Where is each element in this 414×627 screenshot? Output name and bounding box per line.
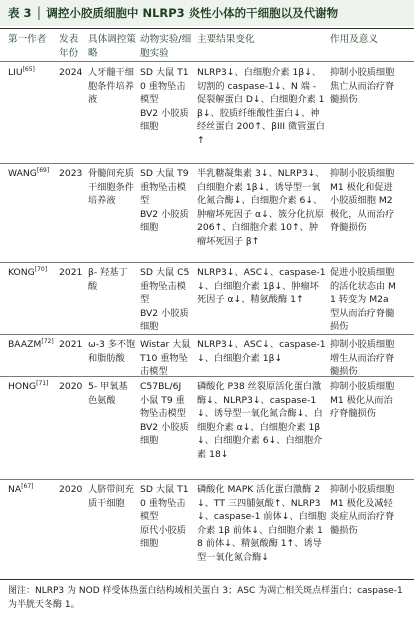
row-significance: 抑制小胶质细胞 M1 极化及减轻炎症从而治疗脊髓损伤 bbox=[330, 484, 395, 536]
row-results: NLRP3↓、白细胞介素 1β↓、切割的 caspase-1↓、N 端 - 促裂解蛋白 D↓、白细胞介素 1β↓、胶质纤维酸性蛋白↓、神经丝蛋白 200↑、βIII 微管蛋白↑ bbox=[197, 67, 325, 146]
author-name: KONG bbox=[8, 267, 35, 278]
header-intervention: 具体调控策略 bbox=[88, 34, 136, 59]
row-divider bbox=[0, 262, 414, 263]
row-intervention: 5- 甲氧基色氨酸 bbox=[88, 381, 128, 406]
row-author bbox=[8, 266, 56, 280]
author-name: HONG bbox=[8, 381, 37, 392]
row-model: Wistar 大鼠 T10 重物坠击模型 bbox=[140, 339, 191, 378]
author-name: BAAZM bbox=[8, 339, 42, 350]
row-year: 2024 bbox=[59, 67, 83, 78]
row-intervention: 人脐带间充质干细胞 bbox=[88, 484, 134, 509]
row-year: 2020 bbox=[59, 484, 83, 495]
row-intervention: β- 羟基丁酸 bbox=[88, 267, 128, 292]
row-intervention: ω-3 多不饱和脂肪酸 bbox=[88, 339, 136, 364]
row-intervention: 骨髓间充质干细胞条件培养液 bbox=[88, 168, 134, 207]
author-name: NA bbox=[8, 484, 22, 495]
reference-number: [71] bbox=[36, 379, 49, 387]
header-author: 第一作者 bbox=[8, 34, 47, 45]
row-results: 磷酸化 P38 丝裂原活化蛋白激酶↓、NLRP3↓、caspase-1↓、诱导型一氧化氮合酶↓、白细胞介素 α↓、白细胞介素 1β↓、白细胞介素 6↓、白细胞介素 18↓ bbox=[197, 381, 323, 460]
header-model: 动物实验/细胞实验 bbox=[140, 34, 192, 59]
reference-number: [67] bbox=[21, 482, 34, 490]
row-results: NLRP3↓、ASC↓、caspase-1↓、白细胞介素 1β↓ bbox=[197, 339, 326, 364]
header-rule bbox=[0, 61, 414, 62]
reference-number: [69] bbox=[36, 166, 50, 174]
row-author bbox=[8, 66, 56, 80]
row-results: 磷酸化 MAPK 活化蛋白激酶 2↓、TT 三四脯氨酸↑、NLRP3↓、caspase-1 前体↓、白细胞介素 1β 前体↓、白细胞介素 18 前体↓、精氨酸酶 1↑、诱导型一氧化氮合酶↓ bbox=[197, 484, 327, 563]
author-name: WANG bbox=[8, 168, 37, 179]
header-year: 发表年份 bbox=[59, 34, 79, 59]
row-significance: 抑制小胶质细胞 M1 极化从而治疗脊髓损伤 bbox=[330, 381, 395, 420]
row-model: SD 大鼠 T10 重物坠击模型 原代小胶质细胞 bbox=[140, 484, 189, 550]
reference-number: [72] bbox=[41, 337, 54, 345]
row-year: 2020 bbox=[59, 381, 83, 392]
row-model: SD 大鼠 C5 重物坠击模型 BV2 小胶质细胞 bbox=[140, 267, 190, 333]
row-year: 2021 bbox=[59, 267, 83, 278]
row-divider bbox=[0, 376, 414, 377]
row-model: SD 大鼠 T9 重物坠击模型 BV2 小胶质细胞 bbox=[140, 168, 189, 234]
author-name: LIU bbox=[8, 67, 23, 78]
row-divider bbox=[0, 334, 414, 335]
row-year: 2023 bbox=[59, 168, 83, 179]
table-title: 表 3 │ 调控小胶质细胞中 NLRP3 炎性小体的干细胞以及代谢物 bbox=[0, 0, 414, 26]
row-author bbox=[8, 380, 56, 394]
row-author bbox=[8, 338, 56, 352]
header-significance: 作用及意义 bbox=[330, 34, 378, 45]
reference-number: [65] bbox=[22, 65, 35, 73]
row-significance: 抑制小胶质细胞增生从而治疗脊髓损伤 bbox=[330, 339, 395, 378]
row-significance: 抑制小胶质细胞焦亡从而治疗脊髓损伤 bbox=[330, 67, 395, 106]
top-rule bbox=[0, 28, 414, 29]
row-author bbox=[8, 483, 56, 497]
row-significance: 促进小胶质细胞的活化状态由 M1 转变为 M2a 型从而治疗脊髓损伤 bbox=[330, 267, 396, 333]
header-results: 主要结果变化 bbox=[197, 34, 255, 45]
row-significance: 抑制小胶质细胞 M1 极化和促进小胶质细胞 M2 极化，从而治疗脊髓损伤 bbox=[330, 168, 395, 234]
bottom-rule bbox=[0, 579, 414, 580]
row-author bbox=[8, 167, 56, 181]
row-results: NLRP3↓、ASC↓、caspase-1↓、白细胞介素 1β↓、肿瘤坏死因子 α↓、精氨酸酶 1↑ bbox=[197, 267, 326, 306]
row-intervention: 人牙髓干细胞条件培养液 bbox=[88, 67, 134, 106]
row-divider bbox=[0, 479, 414, 480]
table-footnote: 图注：NLRP3 为 NOD 样受体热蛋白结构域相关蛋白 3；ASC 为凋亡相关斑点样蛋白；caspase-1 为半胱天冬酶 1。 bbox=[8, 586, 403, 610]
row-results: 半乳糖凝集素 3↓、NLRP3↓、白细胞介素 1β↓、诱导型一氧化氮合酶↓、白细胞介素 6↓、肿瘤坏死因子 α↓、簇分化抗原 206↑、白细胞介素 10↑、肿瘤坏死因子 β↑ bbox=[197, 168, 325, 247]
reference-number: [70] bbox=[34, 265, 48, 273]
row-divider bbox=[0, 163, 414, 164]
row-model: C57BL/6J 小鼠 T9 重物坠击模型 BV2 小胶质细胞 bbox=[140, 381, 189, 447]
row-model: SD 大鼠 T10 重物坠击模型 BV2 小胶质细胞 bbox=[140, 67, 189, 133]
row-year: 2021 bbox=[59, 339, 83, 350]
